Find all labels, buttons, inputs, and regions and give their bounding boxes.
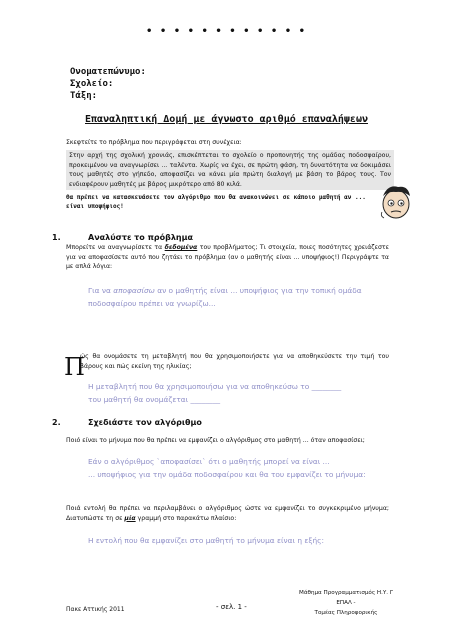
header-dots: • • • • • • • • • • • • bbox=[146, 26, 307, 37]
footer-left: Πακε Αττικής 2011 bbox=[66, 606, 125, 613]
section-2-paragraph: Ποιό είναι το μήνυμα που θα πρέπει να εμφανίζει ο αλγόριθμος στο μαθητή ... όταν αποφασίσει; bbox=[66, 437, 365, 444]
s1-ans1-emphasis: αποφασίσω bbox=[113, 286, 155, 295]
section-1-paragraph bbox=[66, 243, 389, 272]
section-2-answer-2: Η εντολή που θα εμφανίζει στο μαθητή το μήνυμα είναι η εξής: bbox=[88, 536, 324, 545]
section-2-answer-1 bbox=[88, 455, 393, 481]
s1-ans2-line1: Η μεταβλητή που θα χρησιμοποιήσω για να αποθηκεύσω το ________ bbox=[88, 382, 342, 391]
s2-p2-post: γραμμή στο παρακάτω πλαίσιο: bbox=[135, 514, 237, 522]
name-field-label: Ονοματεπώνυμο: bbox=[70, 67, 146, 77]
class-field-label: Τάξη: bbox=[70, 91, 98, 101]
section-1-answer-1 bbox=[88, 284, 388, 310]
thinking-face-icon bbox=[378, 182, 414, 222]
intro-text: Σκεφτείτε το πρόβλημα που περιγράφεται στη συνέχεια: bbox=[66, 139, 242, 146]
footer-right-line1: Μάθημα Προγραμματισμός Η.Υ. Γ ΕΠΑΛ - bbox=[299, 590, 393, 606]
section-1-heading bbox=[52, 233, 193, 242]
section-2-paragraph-2 bbox=[66, 504, 389, 523]
footer-right-line2: Τομέας Πληροφορικής bbox=[314, 610, 378, 616]
s1-p1-emphasis: δεδομένα bbox=[164, 244, 198, 251]
s1-p1-pre: Μπορείτε να αναγνωρίσετε τα bbox=[66, 244, 165, 251]
student-fields bbox=[70, 66, 146, 102]
worksheet-title: Επαναληπτική Δομή με άγνωστο αριθμό επαναλήψεων bbox=[85, 114, 368, 125]
s2-p2-pre: Ποιά εντολή θα πρέπει να περιλαμβάνει ο αλγόριθμος ώστε να εμφανίζει το συγκεκριμένο μήνυμα; Διατυπώστε τη σε bbox=[66, 505, 389, 522]
s2-p2-emphasis: μία bbox=[124, 514, 136, 522]
section-1-answer-2 bbox=[88, 380, 388, 406]
problem-box: Στην αρχή της σχολική χρονιάς, επισκέπτεται το σχολείο ο προπονητής της ομάδας ποδοσφαίρου, προκειμένου να αναγνωρίσει ... ταλέντα. Χωρίς να έχει, σε πρώτη φάση, τη δυνατότητα να δοκιμάσει τους μαθητές στο γήπεδο, αποφασίζει να κάνει μία πρώτη διαλογή με βάση το βάρος τους. Τον ενδιαφέρουν μαθητές με βάρος μικρότερο από 80 κιλά. bbox=[66, 150, 394, 190]
section-2-heading bbox=[52, 418, 202, 427]
section-1-number: 1. bbox=[52, 233, 61, 242]
section-1-paragraph-2: ώς θα ονομάσετε τη μεταβλητή που θα χρησιμοποιήσετε για να αποθηκεύσετε την τιμή του βάρους και πώς εκείνη της ηλικίας; bbox=[80, 353, 389, 370]
s1-p1-post: του προβλήματος; Τι στοιχεία, ποιες ποσότητες χρειάζεστε για να αποφασίσετε αυτό που ζητάει το πρόβλημα (αν ο μαθητής είναι ... υποψήφιος!) Περιγράψτε τα με απλά λόγια: bbox=[66, 244, 389, 270]
footer-right bbox=[296, 588, 396, 618]
s1-ans1-pre: Για να bbox=[88, 286, 114, 295]
s1-ans2-line2: του μαθητή θα ονομάζεται ________ bbox=[88, 395, 221, 404]
school-field-label: Σχολείο: bbox=[70, 79, 114, 89]
page-number: - σελ. 1 - bbox=[216, 603, 247, 611]
dropcap-letter: Π bbox=[64, 353, 85, 381]
section-2-number: 2. bbox=[52, 418, 61, 427]
s2-ans1-line1: Εάν ο αλγόριθμος `αποφασίσει` ότι ο μαθητής μπορεί να είναι ... bbox=[88, 457, 330, 466]
task-question: Θα πρέπει να κατασκευάσετε τον αλγόριθμο που θα ανακοινώνει σε κάποιο μαθητή αν ... είναι υποψήφιος! bbox=[66, 194, 366, 210]
section-2-title: Σχεδιάστε τον αλγόριθμο bbox=[88, 418, 202, 427]
s2-ans1-line2: ... υποψήφιος για την ομάδα ποδοσφαίρου και θα του εμφανίζει το μήνυμα: bbox=[88, 470, 366, 479]
s1-ans1-post: αν ο μαθητής είναι ... υποψήφιος για την τοπική ομάδα ποδοσφαίρου πρέπει να γνωρίζω... bbox=[88, 286, 362, 308]
section-1-title: Αναλύστε το πρόβλημα bbox=[88, 233, 193, 242]
